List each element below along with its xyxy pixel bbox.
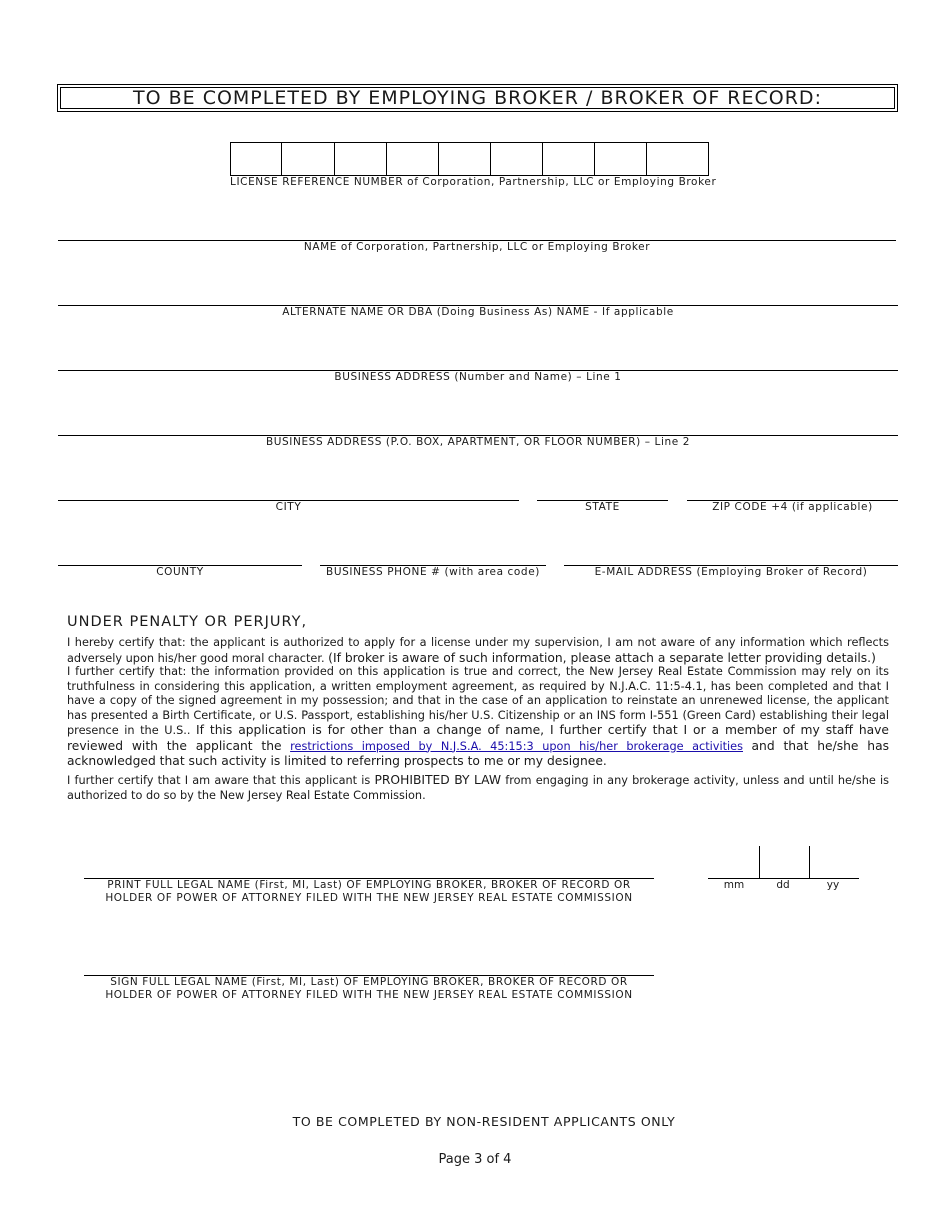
section-header: [57, 84, 898, 112]
cert-p2-ack: and that he/she has acknowledged that such activity is limited to referring prospects to me or my designee.: [67, 738, 890, 768]
license-digit-box[interactable]: [335, 143, 387, 175]
date-year-input[interactable]: [810, 846, 859, 878]
certification-paragraph-1: [67, 636, 889, 666]
license-digit-box[interactable]: [647, 143, 709, 175]
broker-name-caption: NAME of Corporation, Partnership, LLC or Employing Broker: [303, 241, 651, 253]
certification-paragraph-2: [67, 665, 889, 770]
print-name-caption-line-1: PRINT FULL LEGAL NAME (First, MI, Last) OF EMPLOYING BROKER, BROKER OF RECORD OR: [107, 879, 631, 891]
address-line-2-caption: BUSINESS ADDRESS (P.O. BOX, APARTMENT, OR FLOOR NUMBER) – Line 2: [265, 436, 691, 448]
print-name-caption: [84, 879, 654, 905]
city-caption: CITY: [275, 501, 302, 513]
signature-caption: [84, 976, 654, 1002]
state-caption: STATE: [585, 501, 620, 513]
date-day-input[interactable]: [760, 846, 809, 878]
license-digit-box[interactable]: [491, 143, 543, 175]
certification-paragraph-3: [67, 773, 889, 803]
alternate-name-caption: ALTERNATE NAME OR DBA (Doing Business As) NAME - If applicable: [282, 306, 674, 318]
date-day-label: dd: [776, 879, 790, 891]
address-line-1-caption: BUSINESS ADDRESS (Number and Name) – Line 1: [334, 371, 622, 383]
cert-p3-emphasis: PROHIBITED BY LAW: [374, 773, 502, 787]
zip-caption: ZIP CODE +4 (if applicable): [712, 501, 873, 513]
phone-caption: BUSINESS PHONE # (with area code): [326, 566, 540, 578]
signature-caption-line-2: HOLDER OF POWER OF ATTORNEY FILED WITH THE NEW JERSEY REAL ESTATE COMMISSION: [105, 989, 633, 1001]
license-digit-box[interactable]: [387, 143, 439, 175]
license-number-caption: LICENSE REFERENCE NUMBER of Corporation, Partnership, LLC or Employing Broker: [230, 176, 717, 188]
county-caption: COUNTY: [156, 566, 204, 578]
page-number: Page 3 of 4: [438, 1152, 512, 1167]
date-year-label: yy: [826, 879, 840, 891]
cert-p3-text: I further certify that I am aware that this applicant is: [67, 774, 371, 787]
license-digit-box[interactable]: [282, 143, 335, 175]
section-title: TO BE COMPLETED BY EMPLOYING BROKER / BROKER OF RECORD:: [60, 87, 895, 109]
print-name-caption-line-2: HOLDER OF POWER OF ATTORNEY FILED WITH THE NEW JERSEY REAL ESTATE COMMISSION: [105, 892, 633, 904]
cert-p2-text: I further certify that: the information provided on this application is true and correct, the New Jersey Real Estate Commission may rely on its truthfulness in considering this application, a written employment agreement, as required by N.J.A.C. 11:5-4.1, has been completed and that I have a copy of the signed agreement in my possession; and that in the case of an application to reinstate an unrenewed license, the applicant has presented a Birth Certificate, or U.S. Passport, establishing his/her U.S. Citizenship or an INS form I-551 (Green Card) establishing their legal presence in the U.S..: [67, 665, 889, 737]
cert-p1-note: (If broker is aware of such information, please attach a separate letter providing details.): [328, 650, 876, 665]
license-digit-box[interactable]: [543, 143, 595, 175]
cert-p1-text: I hereby certify that: the applicant is authorized to apply for a license under my supervision, I am not aware of any information which reflects adversely upon his/her good moral character.: [67, 636, 889, 665]
license-number-boxes: [230, 142, 709, 176]
license-digit-box[interactable]: [595, 143, 647, 175]
cert-p3-end: from engaging in any brokerage activity, unless and until he/she is authorized to do so by the New Jersey Real Estate Commission.: [67, 774, 889, 802]
nonresident-section-title: TO BE COMPLETED BY NON-RESIDENT APPLICANTS ONLY: [292, 1114, 676, 1129]
date-month-label: mm: [723, 879, 745, 891]
license-digit-box[interactable]: [439, 143, 491, 175]
cert-p2-name-change: If this application is for other than a change of name, I further certify that I or a member of my staff have reviewed with the applicant the: [67, 723, 889, 753]
restrictions-link[interactable]: restrictions imposed by N.J.S.A. 45:15:3 upon his/her brokerage activities: [290, 739, 743, 753]
signature-caption-line-1: SIGN FULL LEGAL NAME (First, MI, Last) OF EMPLOYING BROKER, BROKER OF RECORD OR: [110, 976, 628, 988]
date-month-input[interactable]: [709, 846, 759, 878]
email-caption: E-MAIL ADDRESS (Employing Broker of Record): [594, 566, 868, 578]
license-digit-box[interactable]: [231, 143, 282, 175]
certification-heading: UNDER PENALTY OR PERJURY,: [67, 614, 308, 630]
